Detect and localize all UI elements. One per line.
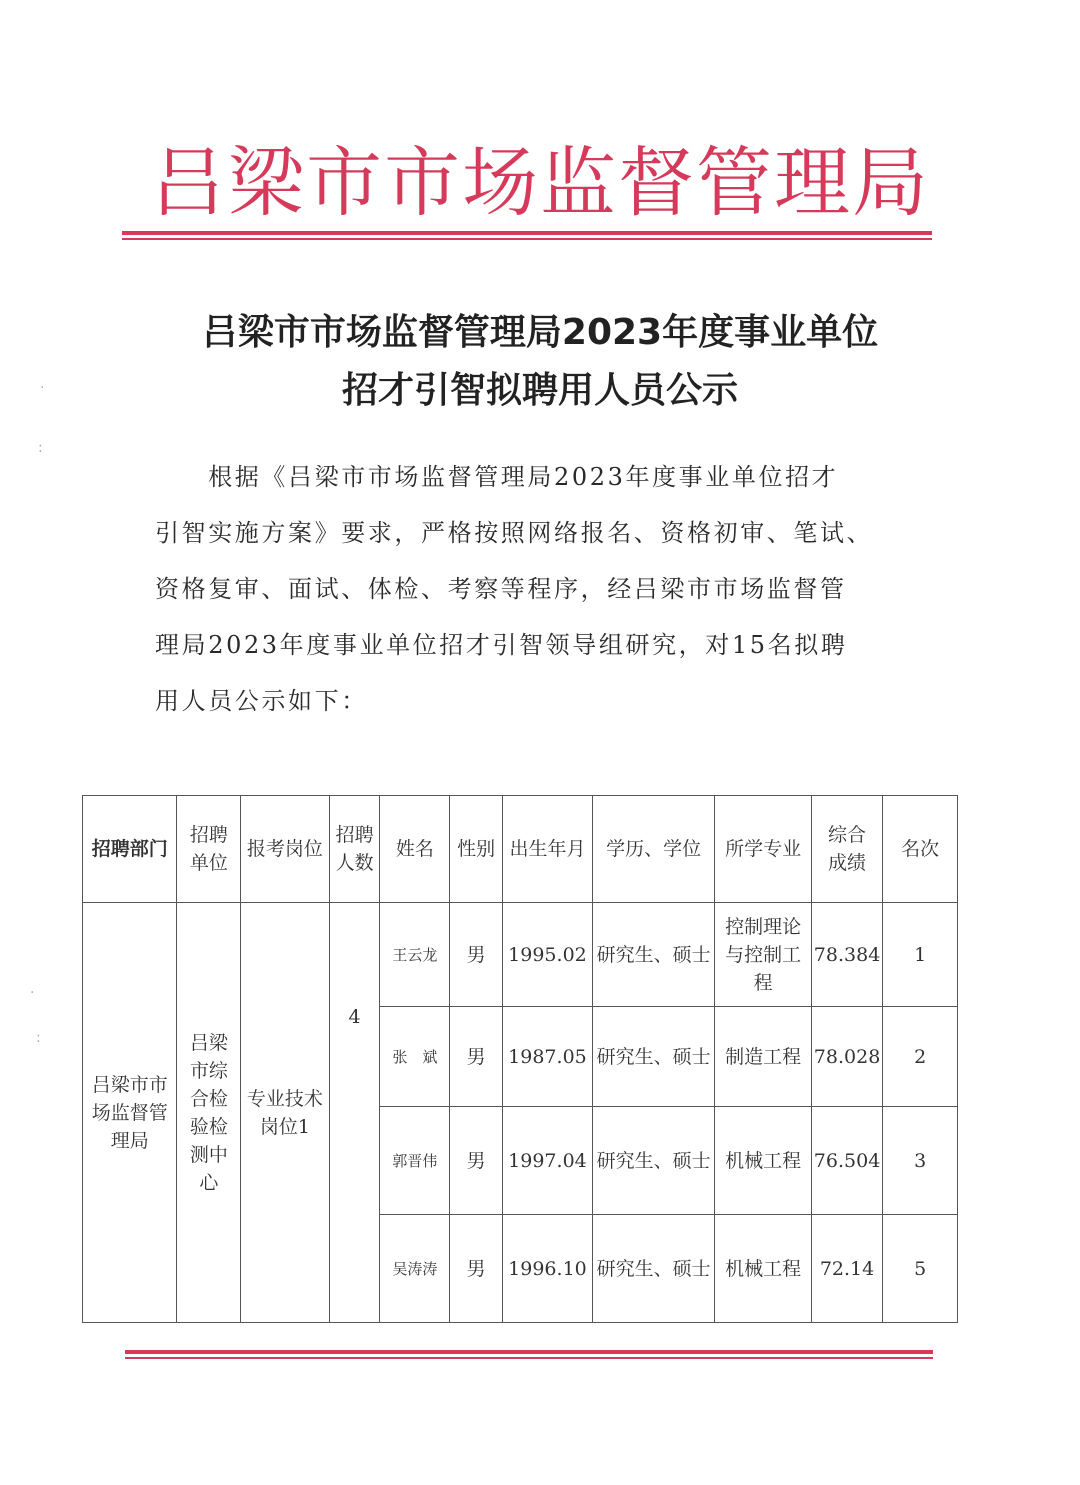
- scan-speck: ·: [40, 380, 45, 396]
- hire-roster-table: [82, 795, 958, 1323]
- cell-unit: 吕梁 市综 合检 验检 测中 心: [177, 903, 241, 1323]
- document-title-line2: 招才引智拟聘用人员公示: [341, 370, 738, 411]
- scan-speck: :: [36, 1030, 41, 1046]
- header-name: 姓名: [380, 796, 450, 903]
- cell-major: 控制理论 与控制工 程: [715, 903, 811, 1007]
- cell-score: 78.028: [811, 1007, 882, 1107]
- header-score: 综合 成绩: [811, 796, 882, 903]
- cell-position: 专业技术 岗位1: [241, 903, 330, 1323]
- table-row: [83, 903, 958, 1007]
- cell-major: 机械工程: [715, 1107, 811, 1215]
- header-gender: 性别: [450, 796, 503, 903]
- footer-divider-thin: [125, 1357, 933, 1359]
- scan-speck: ·: [30, 985, 35, 1001]
- cell-name: 吴涛涛: [380, 1215, 450, 1323]
- body-line: 用人员公示如下：: [155, 687, 368, 715]
- body-line: 理局2023年度事业单位招才引智领导组研究，对15名拟聘: [155, 631, 848, 659]
- org-letterhead: 吕梁市市场监督管理局: [150, 138, 930, 227]
- cell-name: 王云龙: [380, 903, 450, 1007]
- document-title-line1: 吕梁市市场监督管理局2023年度事业单位: [201, 312, 879, 353]
- header-unit: 招聘 单位: [177, 796, 241, 903]
- body-line: 根据《吕梁市市场监督管理局2023年度事业单位招才: [155, 463, 839, 491]
- cell-name: 郭晋伟: [380, 1107, 450, 1215]
- cell-rank: 3: [883, 1107, 958, 1215]
- header-dept: 招聘部门: [83, 796, 177, 903]
- cell-education: 研究生、硕士: [592, 1215, 714, 1323]
- header-birth: 出生年月: [503, 796, 593, 903]
- cell-education: 研究生、硕士: [592, 1107, 714, 1215]
- header-major: 所学专业: [715, 796, 811, 903]
- header-education: 学历、学位: [592, 796, 714, 903]
- body-line: 引智实施方案》要求，严格按照网络报名、资格初审、笔试、: [155, 519, 874, 547]
- cell-score: 76.504: [811, 1107, 882, 1215]
- cell-score: 78.384: [811, 903, 882, 1007]
- cell-major: 制造工程: [715, 1007, 811, 1107]
- table-header-row: [83, 796, 958, 903]
- footer-divider: [125, 1350, 933, 1354]
- cell-birth: 1987.05: [503, 1007, 593, 1107]
- cell-gender: 男: [450, 1007, 503, 1107]
- cell-gender: 男: [450, 1107, 503, 1215]
- header-position: 报考岗位: [241, 796, 330, 903]
- notice-body: [155, 449, 895, 729]
- cell-rank: 1: [883, 903, 958, 1007]
- cell-education: 研究生、硕士: [592, 903, 714, 1007]
- cell-dept: 吕梁市市 场监督管 理局: [83, 903, 177, 1323]
- body-line: 资格复审、面试、体检、考察等程序，经吕梁市市场监督管: [155, 575, 847, 603]
- cell-major: 机械工程: [715, 1215, 811, 1323]
- cell-name: 张 斌: [380, 1007, 450, 1107]
- scan-speck: :: [38, 440, 43, 456]
- letterhead-divider-thin: [122, 238, 932, 240]
- header-count: 招聘 人数: [329, 796, 380, 903]
- cell-rank: 2: [883, 1007, 958, 1107]
- cell-birth: 1996.10: [503, 1215, 593, 1323]
- cell-education: 研究生、硕士: [592, 1007, 714, 1107]
- cell-gender: 男: [450, 1215, 503, 1323]
- cell-score: 72.14: [811, 1215, 882, 1323]
- cell-rank: 5: [883, 1215, 958, 1323]
- cell-gender: 男: [450, 903, 503, 1007]
- header-rank: 名次: [883, 796, 958, 903]
- cell-birth: 1995.02: [503, 903, 593, 1007]
- letterhead-divider: [122, 231, 932, 235]
- cell-birth: 1997.04: [503, 1107, 593, 1215]
- cell-count: 4: [329, 903, 380, 1323]
